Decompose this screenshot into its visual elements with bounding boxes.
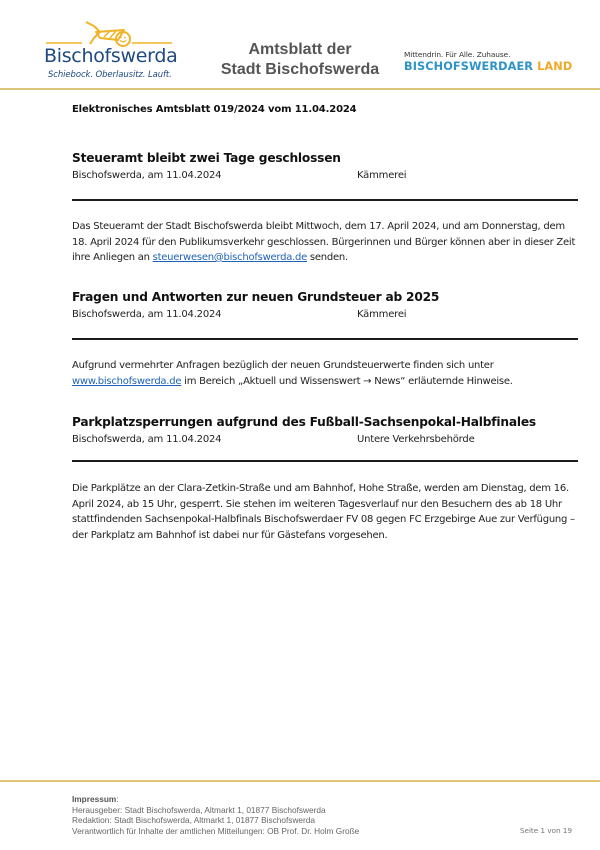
body-text-part: Das Steueramt der Stadt Bischofswerda bleibt Mittwoch, dem 17. April 2024, und am Donnerstag, dem 18. April 2024 für den Publikumsverkehr geschlossen. Bürgerinnen und Bürger können aber in dieser Zeit ihre Anliegen an — [72, 221, 576, 263]
impressum-publisher: Herausgeber: Stadt Bischofswerda, Altmarkt 1, 01877 Bischofswerda — [72, 804, 326, 815]
article-department: Kämmerei — [357, 309, 407, 320]
article-divider — [72, 460, 578, 462]
brand-name-part2: LAND — [537, 60, 573, 73]
document-body — [72, 104, 580, 541]
bischofswerda-logo — [44, 18, 184, 82]
article-divider — [72, 199, 578, 201]
issue-heading: Elektronisches Amtsblatt 019/2024 vom 11.04.2024 — [72, 104, 357, 115]
footer-divider — [0, 780, 600, 782]
impressum-heading — [72, 794, 582, 805]
article-parkplatzsperrungen — [72, 415, 580, 541]
article-place-date: Bischofswerda, am 11.04.2024 — [72, 434, 222, 445]
body-text-part: senden. — [307, 252, 348, 263]
logo-tagline: Schiebock. Oberlausitz. Lauft. — [48, 70, 172, 80]
impressum-title: Impressum — [72, 794, 117, 804]
article-place-date: Bischofswerda, am 11.04.2024 — [72, 309, 222, 320]
title-line-1: Amtsblatt der — [248, 41, 352, 58]
article-meta — [72, 434, 580, 450]
body-text-part: Aufgrund vermehrter Anfragen bezüglich der neuen Grundsteuerwerte finden sich unter — [72, 360, 494, 371]
article-grundsteuer — [72, 290, 580, 387]
article-title: Fragen und Antworten zur neuen Grundsteuer ab 2025 — [72, 290, 440, 304]
article-body — [72, 358, 580, 389]
body-text-part: im Bereich „Aktuell und Wissenswert → News“ erläuternde Hinweise. — [181, 375, 513, 387]
page-number: Seite 1 von 19 — [519, 826, 572, 835]
article-title: Steueramt bleibt zwei Tage geschlossen — [72, 151, 341, 165]
article-divider — [72, 338, 578, 340]
header-divider — [0, 88, 600, 90]
brand-name — [404, 60, 572, 73]
article-department: Kämmerei — [357, 170, 407, 181]
impressum-editorial: Redaktion: Stadt Bischofswerda, Altmarkt 1, 01877 Bischofswerda — [72, 815, 316, 826]
article-body: Die Parkplätze an der Clara-Zetkin-Straße und am Bahnhof, Hohe Straße, werden am Dienstag, dem 16. April 2024, ab 15 Uhr, gesperrt. Sie stehen im weiteren Tagesverlauf nur den Besuchern des ab 18 Uhr stattfindenden Sachsenpokal-Halbfinals Bischofswerdaer FV 08 gegen FC Erzgebirge Aue zur Verfügung – der Parkplatz am Bahnhof ist dabei nur für Gästefans vorgesehen. — [72, 483, 575, 541]
article-meta — [72, 309, 580, 325]
article-title: Parkplatzsperrungen aufgrund des Fußball-Sachsenpokal-Halbfinales — [72, 415, 536, 429]
article-meta — [72, 170, 580, 186]
email-link[interactable]: steuerwesen@bischofswerda.de — [152, 252, 307, 263]
website-link[interactable]: www.bischofswerda.de — [72, 375, 182, 387]
page-title — [200, 40, 400, 80]
logo-wordmark: Bischofswerda — [44, 45, 178, 67]
brand-name-part1: BISCHOFSWERDAER — [404, 60, 534, 73]
title-line-2: Stadt Bischofswerda — [220, 61, 380, 78]
article-place-date: Bischofswerda, am 11.04.2024 — [72, 170, 222, 181]
region-brand — [404, 50, 572, 73]
impressum-colon: : — [116, 794, 119, 804]
brand-slogan: Mittendrin. Für Alle. Zuhause. — [404, 50, 511, 59]
article-department: Untere Verkehrsbehörde — [357, 434, 475, 445]
article-steueramt — [72, 151, 580, 263]
impressum — [72, 794, 582, 836]
impressum-responsible: Verantwortlich für Inhalte der amtlichen Mitteilungen: OB Prof. Dr. Holm Große — [72, 825, 360, 836]
page-header — [0, 0, 600, 90]
article-body — [72, 219, 580, 266]
